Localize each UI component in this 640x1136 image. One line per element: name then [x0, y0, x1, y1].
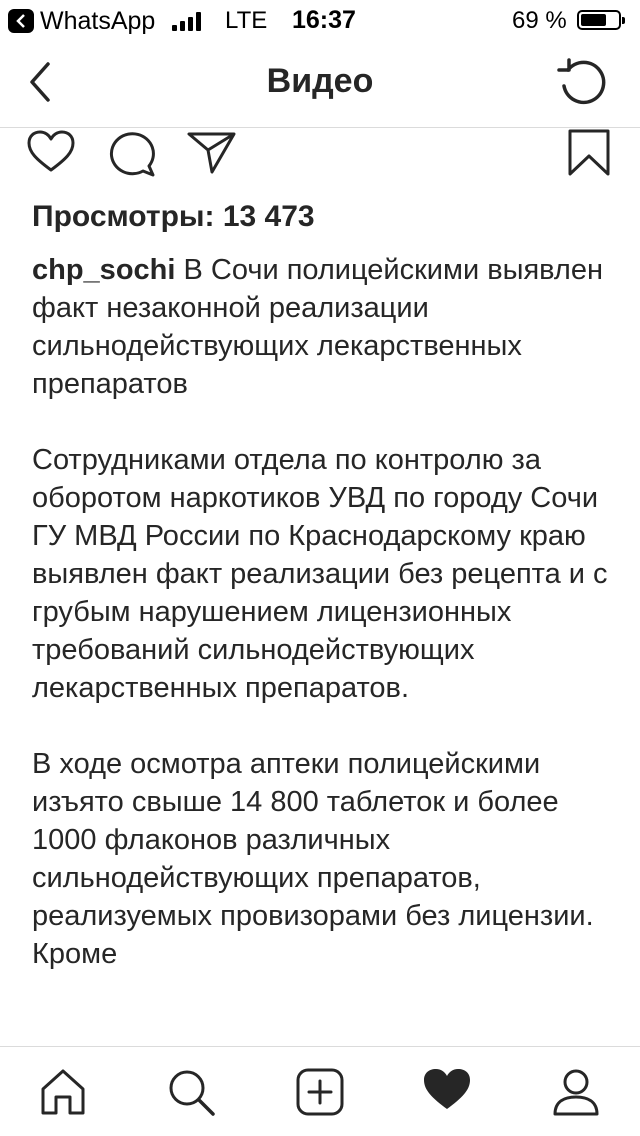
network-type: LTE [225, 7, 268, 34]
back-to-app-label[interactable]: WhatsApp [40, 7, 156, 35]
caption-paragraph: Сотрудниками отдела по контролю за оборотом наркотиков УВД по городу Сочи ГУ МВД России по Краснодарскому краю выявлен факт реализации без рецепта и с грубым нарушением лицензионных требований сильнодействующих лекарственных препаратов. [32, 444, 608, 704]
views-count: Просмотры: 13 473 [32, 200, 315, 233]
bookmark-icon[interactable] [566, 128, 612, 183]
battery-icon [577, 10, 621, 30]
post-caption [32, 251, 612, 1011]
caption-paragraph [32, 251, 612, 403]
heart-icon[interactable] [26, 130, 76, 179]
status-bar [0, 0, 640, 42]
comment-icon[interactable] [108, 130, 158, 183]
refresh-icon[interactable] [556, 58, 610, 108]
battery-percent: 69 % [512, 7, 567, 34]
activity-heart-icon[interactable] [422, 1067, 472, 1117]
caption-paragraph: В ходе осмотра аптеки полицейскими изъято свыше 14 800 таблеток и более 1000 флаконов различных сильнодействующих препаратов, реализуемых провизорами без лицензии. Кроме [32, 748, 594, 970]
send-icon[interactable] [186, 130, 238, 181]
tab-bar [0, 1046, 640, 1136]
back-to-app-icon[interactable] [8, 9, 34, 33]
page-title: Видео [266, 62, 374, 100]
nav-bar [0, 42, 640, 128]
search-icon[interactable] [166, 1067, 216, 1117]
post-actions [0, 128, 640, 188]
home-icon[interactable] [38, 1067, 88, 1117]
profile-icon[interactable] [551, 1067, 601, 1117]
caption-text: В Сочи полицейскими выявлен факт незаконной реализации сильнодействующих лекарственных препаратов [32, 254, 603, 400]
username-link[interactable]: chp_sochi [32, 254, 176, 286]
clock: 16:37 [292, 6, 356, 34]
new-post-icon[interactable] [295, 1067, 345, 1117]
